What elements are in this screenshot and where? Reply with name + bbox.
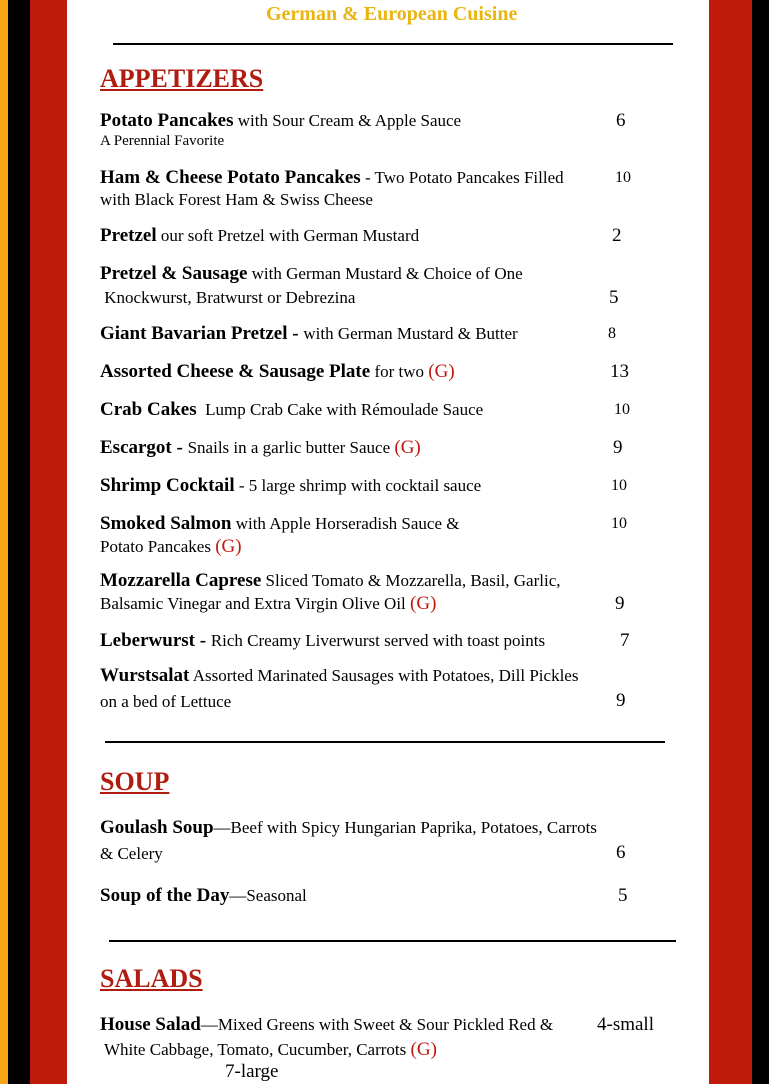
gluten-tag: (G) <box>428 361 455 382</box>
border-stripe-black-right <box>752 0 769 1084</box>
item-name: Ham & Cheese Potato Pancakes <box>100 167 361 188</box>
menu-item-giant-bavarian-pretzel <box>100 324 518 343</box>
item-desc-line2-group <box>100 537 242 556</box>
item-desc-line2: with Black Forest Ham & Swiss Cheese <box>100 190 373 209</box>
item-name: Giant Bavarian Pretzel - <box>100 323 304 344</box>
menu-item-soup-of-the-day <box>100 886 307 905</box>
item-name: Assorted Cheese & Sausage Plate <box>100 361 371 382</box>
item-name: Escargot - <box>100 437 188 458</box>
item-desc: Assorted Marinated Sausages with Potatoes, Dill Pickles <box>189 666 579 685</box>
item-desc: Snails in a garlic butter Sauce <box>187 438 395 457</box>
divider-soup <box>109 940 676 942</box>
item-desc: —Seasonal <box>229 886 307 905</box>
item-desc: for two <box>370 362 429 381</box>
item-desc-line2: White Cabbage, Tomato, Cucumber, Carrots <box>100 1040 411 1059</box>
item-price: 13 <box>610 361 629 382</box>
gluten-tag: (G) <box>394 437 421 458</box>
item-price-small: 4-small <box>597 1014 654 1035</box>
item-name: Mozzarella Caprese <box>100 570 262 591</box>
menu-item-wurstsalat <box>100 666 578 685</box>
item-name: Potato Pancakes <box>100 110 234 131</box>
item-desc-line2: Balsamic Vinegar and Extra Virgin Olive Oil <box>100 594 411 613</box>
item-name: Shrimp Cocktail <box>100 475 235 496</box>
border-stripe-black-left <box>8 0 30 1084</box>
border-stripe-red-left <box>30 0 67 1084</box>
menu-item-smoked-salmon <box>100 514 460 533</box>
item-desc-line2: Potato Pancakes <box>100 537 216 556</box>
cuisine-subtitle: German & European Cuisine <box>266 3 518 25</box>
item-desc: with Sour Cream & Apple Sauce <box>233 111 462 130</box>
item-price: 6 <box>616 110 626 131</box>
menu-item-potato-pancakes <box>100 111 461 130</box>
item-price: 10 <box>611 515 627 532</box>
item-name: Pretzel <box>100 225 157 246</box>
item-price: 6 <box>616 842 626 863</box>
item-desc: —Beef with Spicy Hungarian Paprika, Potatoes, Carrots <box>213 818 597 837</box>
border-stripe-red-right <box>709 0 752 1084</box>
item-price: 10 <box>614 401 630 418</box>
menu-item-ham-cheese-potato-pancakes <box>100 168 564 187</box>
section-title-appetizers: APPETIZERS <box>100 64 264 93</box>
item-desc: —Mixed Greens with Sweet & Sour Pickled Red & <box>200 1015 554 1034</box>
item-desc: - 5 large shrimp with cocktail sauce <box>234 476 482 495</box>
item-desc: Rich Creamy Liverwurst served with toast points <box>210 631 546 650</box>
item-desc: - Two Potato Pancakes Filled <box>360 168 564 187</box>
item-price: 5 <box>609 287 619 308</box>
item-price: 5 <box>618 885 628 906</box>
item-name: Smoked Salmon <box>100 513 232 534</box>
item-name: Soup of the Day <box>100 885 230 906</box>
item-price: 10 <box>615 169 631 186</box>
item-name: House Salad <box>100 1014 201 1035</box>
menu-item-crab-cakes <box>100 400 483 419</box>
item-name: Pretzel & Sausage <box>100 263 248 284</box>
item-price: 10 <box>611 477 627 494</box>
item-name: Goulash Soup <box>100 817 214 838</box>
item-price: 8 <box>608 325 616 342</box>
menu-item-leberwurst <box>100 631 545 650</box>
menu-item-mozzarella-caprese <box>100 571 561 590</box>
item-desc: Sliced Tomato & Mozzarella, Basil, Garlic, <box>261 571 561 590</box>
item-desc-line2-group <box>100 1040 437 1059</box>
gluten-tag: (G) <box>410 593 437 614</box>
menu-item-escargot <box>100 438 421 457</box>
menu-item-pretzel <box>100 226 419 245</box>
item-desc: with German Mustard & Butter <box>303 324 518 343</box>
item-desc: Lump Crab Cake with Rémoulade Sauce <box>196 400 484 419</box>
item-desc: our soft Pretzel with German Mustard <box>156 226 420 245</box>
item-price: 9 <box>615 593 625 614</box>
item-subtitle: A Perennial Favorite <box>100 133 225 149</box>
item-price: 9 <box>613 437 623 458</box>
gluten-tag: (G) <box>410 1039 437 1060</box>
item-price: 2 <box>612 225 622 246</box>
item-name: Leberwurst - <box>100 630 211 651</box>
border-stripe-gold-left <box>0 0 8 1084</box>
menu-item-pretzel-sausage <box>100 264 523 283</box>
item-desc-line2: Knockwurst, Bratwurst or Debrezina <box>100 288 356 307</box>
divider-appetizers <box>105 741 665 743</box>
item-name: Wurstsalat <box>100 665 190 686</box>
item-price-large: 7-large <box>225 1061 279 1082</box>
item-desc: with German Mustard & Choice of One <box>247 264 523 283</box>
item-desc-line2: on a bed of Lettuce <box>100 692 232 711</box>
menu-item-house-salad <box>100 1015 553 1034</box>
item-desc-line2: & Celery <box>100 844 163 863</box>
menu-item-goulash-soup <box>100 818 597 837</box>
divider-header <box>113 43 673 45</box>
item-desc-line2-group <box>100 594 436 613</box>
section-title-soup: SOUP <box>100 767 170 796</box>
menu-item-shrimp-cocktail <box>100 476 481 495</box>
section-title-salads: SALADS <box>100 964 203 993</box>
item-name: Crab Cakes <box>100 399 197 420</box>
gluten-tag: (G) <box>215 536 242 557</box>
item-price: 7 <box>620 630 630 651</box>
item-desc: with Apple Horseradish Sauce & <box>231 514 460 533</box>
item-price: 9 <box>616 690 626 711</box>
menu-item-assorted-cheese-sausage-plate <box>100 362 455 381</box>
